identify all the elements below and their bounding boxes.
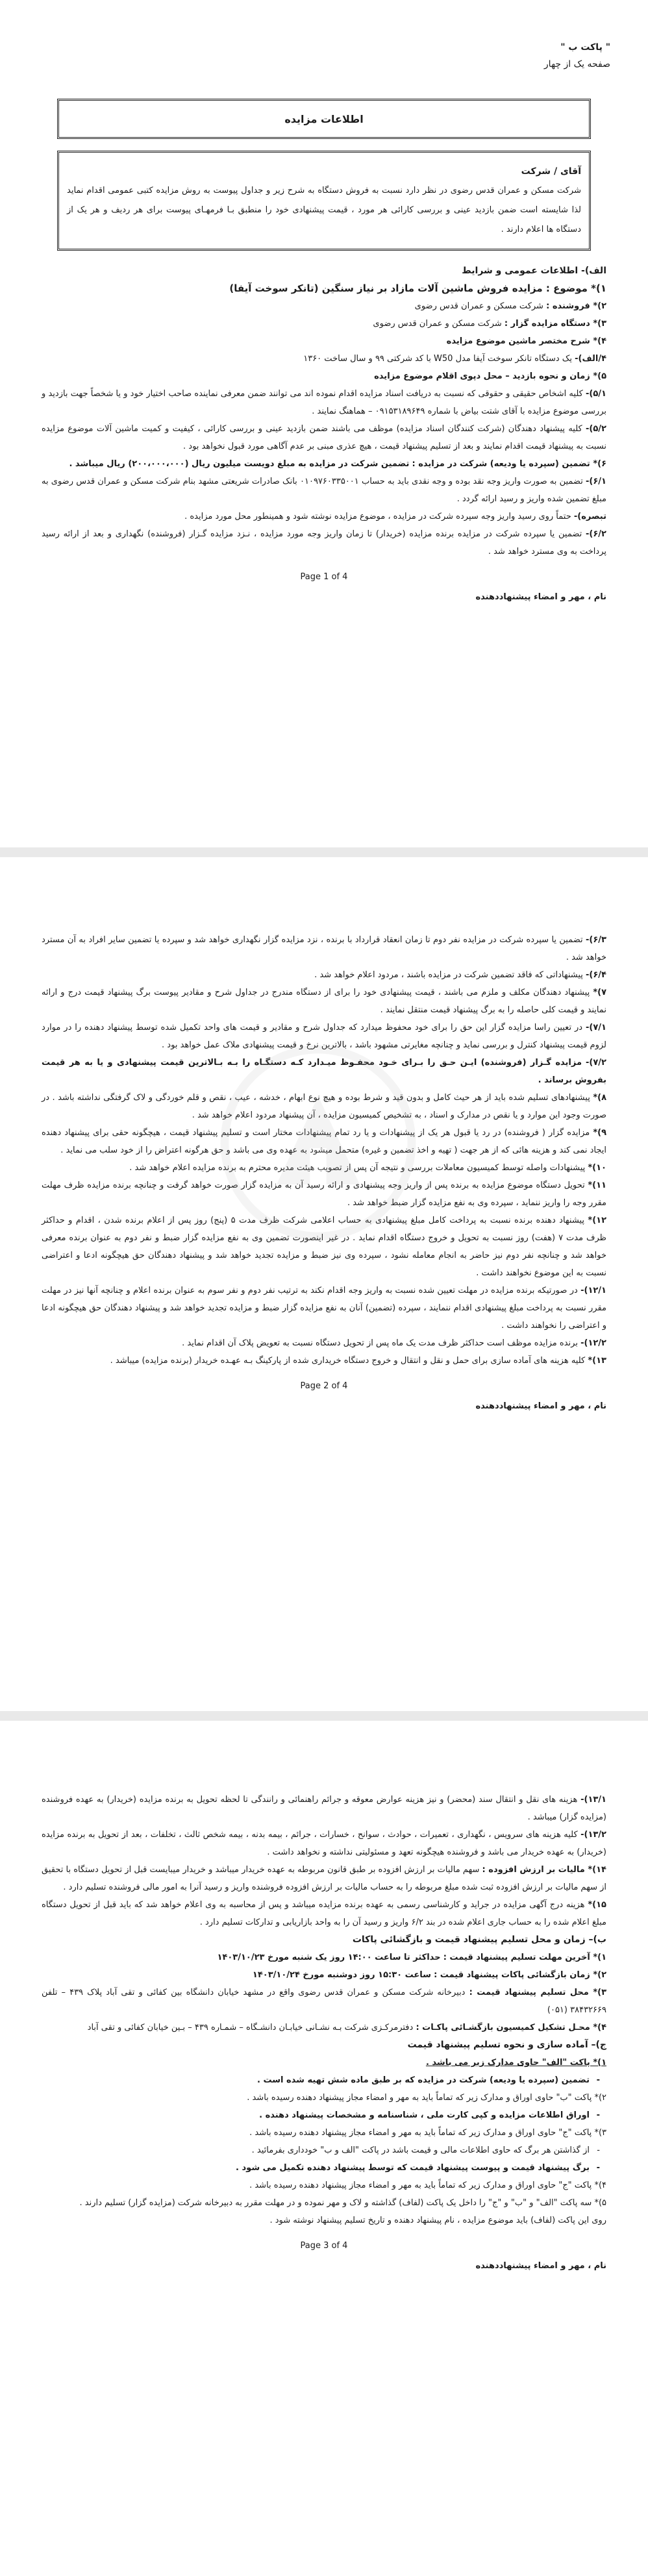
clause-j3a: - از گذاشتن هر برگ که حاوی اطلاعات مالی و قیمت باشد در پاکت "الف و ب" خودداری بفرمائید . [42,2142,606,2159]
section-terms-final [42,1791,606,2229]
signature-line: نام ، مهر و امضاء پیشنهاددهنده [475,2261,606,2271]
clause-j5: ۵)* سه پاکت "الف" و "ب" و "ج" را داخل یک پاکت (لفاف) گذاشته و لاک و مهر نموده و در مهلت مقرر به دبیرخانه شرکت (مزایده گزار) تسلیم دارند . [79,2198,606,2208]
clause-6-3: ۶/۳)- تضمین یا سپرده شرکت در مزایده نفر دوم تا زمان انعقاد قرارداد با برنده ، نزد مزایده گزار نگهداری خواهد شد و سپرده یا تضمین سایر افراد به آن مسترد خواهد شد . [42,935,606,962]
clause-13-1: ۱۳/۱)- هزینه های نقل و انتقال سند (محضر) و نیز هزینه عوارض معوقه و جرائم راهنمائی و رانندگی تا لحظه تحویل به برنده مزایده (خریدار) به عهده فروشنده (مزایده گزار) میباشد . [42,1795,606,1822]
clause-7-1: ۷/۱)- در تعیین راسا مزایده گزار این حق را برای خود محفوظ میدارد که جداول شرح و مقادیر و قیمت های واحد تکمیل شده توسط پیشنهاد دهنده را در موارد لزوم قیمت پیشنهاد کنترل و بررسی نماید و چنانچه مغایرتی مشهود باشد ، بالاترین نرخ و قیمت پیشنهادی ملاک عمل خواهد بود . [42,1023,606,1050]
clause-b4: ۴)* محـل تشکیل کمیسیون بازگشـائی پاکـات : دفترمرکـزی شرکت بـه نشـانی خیابـان دانشـگاه – شمـاره ۴۳۹ – بـین خیابان کفائی و تقی آباد [87,2023,606,2032]
clause-7-2: ۷/۲)- مزایده گـزار (فروشنده) ایـن حـق را بـرای خـود محفـوظ میـدارد کـه دستگـاه را بـه بـالاترین قیمت پیشنهادی و یا به هر قیمت بفروش برساند . [42,1058,606,1085]
clause-j1: ۱)* پاکت "الف" حاوی مدارک زیر می باشد . [425,2058,606,2068]
section-heading: الف)- اطلاعات عمومی و شرایط [462,266,606,276]
clause-6-1: ۶/۱)- تضمین به صورت واریز وجه نقد بوده و وجه نقدی باید به حساب ۰۱۰۹۷۶۰۳۳۵۰۰۱ بانک صادرات شریعتی مشهد بنام شرکت مسکن و عمران قدس رضوی به مبلغ تضمین شده واریز و رسید ارائه گردد . [42,477,606,504]
document-page-1 [0,0,648,847]
clause-j3b: - برگ پیشنهاد قیمت و پیوست پیشنهاد قیمت که توسط پیشنهاد دهنده تکمیل می شود . [42,2159,606,2177]
clause-6-4: ۶/۴)- پیشنهاداتی که فاقد تضمین شرکت در مزایده باشند ، مردود اعلام خواهد شد . [314,970,606,980]
page-number: Page 2 of 4 [300,1381,348,1391]
intro-text: شرکت مسکن و عمران قدس رضوی در نظر دارد نسبت به فروش دستگاه به شرح زیر و جداول پیوست به روش مزایده کتبی عمومی اقدام نماید لذا شایسته است ضمن بازدید عینی و بررسی کارائی هر مورد ، قیمت پیشنهادی خود را منطبق بـا فرمهـای پیوست برای هر ردیف و هر یک از دستگاه ها اعلام دارند . [67,186,581,234]
clause-j2a: - اوراق اطلاعات مزایده و کپی کارت ملی ، شناسنامه و مشخصات پیشنهاد دهنده . [42,2107,606,2124]
greeting: آقای / شرکت [521,166,581,177]
intro-box [57,151,591,251]
page-number: Page 3 of 4 [300,2241,348,2251]
clause-6-2: ۶/۲)- تضمین یا سپرده شرکت در مزایده برنده مزایده (خریدار) تا زمان واریز وجه مورد مزایده ، نـزد مزایده گـزار (فروشنده) نگهداری و بعد از ارائه رسید پرداخت به وی مسترد خواهد شد . [42,529,606,556]
document-page-2 [0,857,648,1711]
document-page-3 [0,1721,648,2576]
clause-j1a: - تضمین (سپرده یا ودیعه) شرکت در مزایده که بر طبق ماده شش تهیه شده است . [42,2071,606,2089]
clause-13-2: ۱۳/۲)- کلیه هزینه های سرویس ، نگهداری ، تعمیرات ، حوادث ، سوانح ، خسارات ، جرائم ، بیمه بدنه ، بیمه شخص ثالث ، تخلفات ، بعد از تحویل به برنده مزایده (خریدار) به عهده خریدار می باشد و فروشنده هیچگونه تعهد و مسئولیتی نداشته و نخواهد داشت . [42,1830,606,1857]
section-terms-cont [42,931,606,1369]
clause-j5-note: روی این پاکت (لفاف) باید موضوع مزایده ، نام پیشنهاد دهنده و تاریخ تسلیم پیشنهاد نوشته شود . [269,2216,606,2225]
clause-2: ۲)* فروشنده : شرکت مسکن و عمران قدس رضوی [414,301,606,311]
section-general-terms [42,262,606,560]
clause-13: ۱۳)* کلیه هزینه های آماده سازی برای حمل و نقل و انتقال و خروج دستگاه خریداری شده از پارکینگ بـه عهـده خریدار (برنده مزایده) میباشد . [110,1356,606,1366]
page-header [38,39,610,73]
clause-8: ۸)* پیشنهادهای تسلیم شده باید از هر حیث کامل و بدون قید و شرط بوده و هیچ نوع ابهام ، خدشه ، عیب ، نقص و قلم خوردگی و لاک گرفتگی نداشته باشد . در صورت وجود این موارد و یا نقص در مدارک و اسناد ، به تشخیص کمیسیون مزایده ، آن پیشنهاد مردود اعلام خواهد شد . [42,1093,606,1120]
page-number: Page 1 of 4 [300,572,348,582]
clause-10: ۱۰)* پیشنهادات واصله توسط کمیسیون معاملات بررسی و نتیجه آن پس از تصویب هیئت مدیره محترم به برنده مزایده اعلام خواهد شد . [129,1163,606,1173]
clause-5: ۵)* زمان و نحوه بازدید – محل دپوی اقلام موضوع مزایده [374,371,606,381]
clause-b3: ۳)* محل تسلیم پیشنهاد قیمت : دبیرخانه شرکت مسکن و عمران قدس رضوی واقع در مشهد خیابان دانشگاه بین کفائی و تقی آباد پلاک ۴۳۹ – تلفن ۳۸۴۳۲۶۶۹ (۰۵۱) [42,1988,606,2015]
clause-3: ۳)* دستگاه مزایده گزار : شرکت مسکن و عمران قدس رضوی [373,319,606,329]
clause-4a: ۴/الف)- یک دستگاه تانکر سوخت آیفا مدل W50 با کد شرکتی ۹۹ و سال ساخت ۱۳۶۰ [303,354,606,364]
page-title: اطلاعات مزایده [57,99,591,139]
package-label: " پاکت ب " [560,42,610,53]
section-heading: ب)– زمان و محل تسلیم پیشنهاد قیمت و بازگشائی پاکات [352,1934,606,1945]
clause-15: ۱۵)* هزینه درج آگهی مزایده در جراید و کارشناسی رسمی به عهده برنده مزایده میباشد و پس از محاسبه به وی اعلام خواهد شد که باید قبل از تحویل دستگاه مبلغ اعلام شده را به حساب جاری اعلام شده در بند ۶/۲ واریز و رسید آن را به واحد بازاریابی و تدارکات تسلیم دارد . [42,1900,606,1927]
clause-5-1: ۵/۱)- کلیه اشخاص حقیقی و حقوقی که نسبت به دریافت اسناد مزایده اقدام نموده اند می توانند ضمن معرفی نماینده صاحب اختیار خود و یا شخصاً جهت بازدید و بررسی موضوع مزایده با آقای شتت بیاض با شماره ۰۹۱۵۳۱۸۹۶۴۹ – هماهنگ نمایند . [42,389,606,416]
section-heading: ج)– آماده سازی و نحوه تسلیم پیشنهاد قیمت [407,2040,606,2050]
page-of-label: صفحه یک از چهار [543,59,610,69]
clause-6-note: تبصره)- حتماً روی رسید واریز وجه سپرده شرکت در مزایده ، موضوع مزایده نوشته شود و همینطور محل مورد مزایده . [184,512,606,521]
signature-line: نام ، مهر و امضاء پیشنهاددهنده [475,1401,606,1411]
clause-9: ۹)* مزایده گزار ( فروشنده) در رد یا قبول هر یک از پیشنهادات و یا رد تمام پیشنهادات مختار است و تسلیم پیشنهاد قیمت ، هیچگونه حقی برای پیشنهاد دهنده ایجاد نمی کند و هزینه هائی که از هر جهت ( تهیه و اخذ تضمین و غیره) متحمل میشود به عهده وی می باشد و حق هرگونه اعتراض را از خود سلب می نماید . [42,1128,606,1155]
clause-b2: ۲)* زمان بازگشائی پاکات پیشنهاد قیمت : ساعت ۱۵:۳۰ روز دوشنبه مورخ ۱۴۰۳/۱۰/۲۴ [252,1970,606,1980]
clause-j4: ۴)* پاکت "ج" حاوی اوراق و مدارک زیر که تماماً باید به مهر و امضاء مجاز پیشنهاد دهنده رسیده باشد . [249,2181,606,2190]
clause-7: ۷)* پیشنهاد دهندگان مکلف و ملزم می باشند ، قیمت پیشنهادی خود را برای از دستگاه مندرج در جداول شرح و مقادیر پیوست برگ پیشنهاد قیمت درج و ارائه نمایند و قیمت کلی حاصله را به برگ پیشنهاد قیمت منتقل نمایند . [42,988,606,1015]
clause-5-2: ۵/۲)- کلیه پیشنهاد دهندگان (شرکت کنندگان اسناد مزایده) موظف می باشند ضمن بازدید عینی و بررسی کارائی ، کیفیت و کمیت ماشین آلات موضوع مزایده نسبت به پیشنهاد قیمت اقدام نمایند و بعد از تسلیم پیشنهاد قیمت ، هیچ عذری مبنی بر عدم آگاهی مورد قبول نخواهد بود . [42,424,606,451]
signature-line: نام ، مهر و امضاء پیشنهاددهنده [475,592,606,602]
clause-4: ۴)* شرح مختصر ماشین موضوع مزایده [446,336,606,346]
clause-11: ۱۱)* تحویل دستگاه موضوع مزایده به برنده پس از واریز وجه پیشنهادی و ارائه رسید آن به مزایده گزار صورت خواهد گرفت و چنانچه برنده مزایده ظرف مهلت مقرر وجه را واریز ننماید ، سپرده وی به نفع مزایده گزار ضبط خواهد شد . [42,1181,606,1208]
clause-12-2: ۱۲/۲)- برنده مزایده موظف است حداکثر ظرف مدت یک ماه پس از تحویل دستگاه نسبت به تعویض پلاک آن اقدام نماید . [182,1338,606,1348]
page-separator [0,847,648,857]
page-separator [0,1711,648,1721]
clause-j2: ۲)* پاکت "ب" حاوی اوراق و مدارک زیر که تماماً باید به مهر و امضاء مجاز پیشنهاد دهنده رسیده باشد . [247,2093,606,2103]
clause-1: ۱)* موضوع : مزایده فروش ماشین آلات مازاد بر نیاز سنگین (تانکر سوخت آیفا) [229,282,606,294]
clause-b1: ۱)* آخرین مهلت تسلیم پیشنهاد قیمت : حداکثر تا ساعت ۱۴:۰۰ روز یک شنبه مورخ ۱۴۰۳/۱۰/۲۳ [217,1953,606,1962]
clause-12: ۱۲)* پیشنهاد دهنده برنده نسبت به پرداخت کامل مبلغ پیشنهادی به حساب اعلامی شرکت ظرف مدت ۵ (پنج) روز پس از اعلام برنده شدن ، اقدام و حداکثر ظرف مدت ۷ (هفت) روز نسبت به تحویل و خروج دستگاه اقدام نماید . در غیر اینصورت تضمین وی به نفع مزایده گزار ضبط و نفر دوم به عنوان برنده معرفی خواهد شد و چنانچه نفر دوم نیز حاضر به انجام معامله نشود ، سپرده وی نیز ضبط و مزایده تجدید خواهد شد و پیشنهاد دهندگان حق هیچگونه ادعا و اعتراضی نسبت به این موضوع نخواهند داشت . [42,1216,607,1278]
clause-j3: ۳)* پاکت "ج" حاوی اوراق و مدارک زیر که تماماً باید به مهر و امضاء مجاز پیشنهاد دهنده رسیده باشد . [249,2128,606,2138]
clause-12-1: ۱۲/۱)- در صورتیکه برنده مزایده در مهلت تعیین شده نسبت به واریز وجه اقدام نکند به ترتیب نفر دوم و نفر سوم به عنوان برنده اعلام و چنانچه آنها نیز در مهلت مقرر نسبت به پرداخت مبلغ پیشنهادی اقدام ننمایند ، سپرده (تضمین) آنان به نفع مزایده گزار ضبط و مزایده تجدید خواهد شد و پیشنهاد دهندگان حق هیچگونه ادعا و اعتراضی را نخواهند داشت . [42,1286,606,1331]
clause-6: ۶)* تضمین (سپرده یا ودیعه) شرکت در مزایده : تضمین شرکت در مزایده به مبلغ دویست میلیون ریال (۲۰۰،۰۰۰،۰۰۰) ریال میباشد . [69,459,606,469]
clause-14: ۱۴)* مالیات بر ارزش افزوده : سهم مالیات بر ارزش افزوده بر طبق قانون مربوطه به عهده خریدار میباشد و خریدار میبایست قبل از تحویل دستگاه با تحقیق از سهم مالیات بر ارزش افزوده ثبت شده مبلغ مربوطه را به حساب مالیات بر ارزش افزوده فروشنده واریز و رسید آنرا به امور مالی فروشنده تسلیم دارد . [42,1865,606,1892]
